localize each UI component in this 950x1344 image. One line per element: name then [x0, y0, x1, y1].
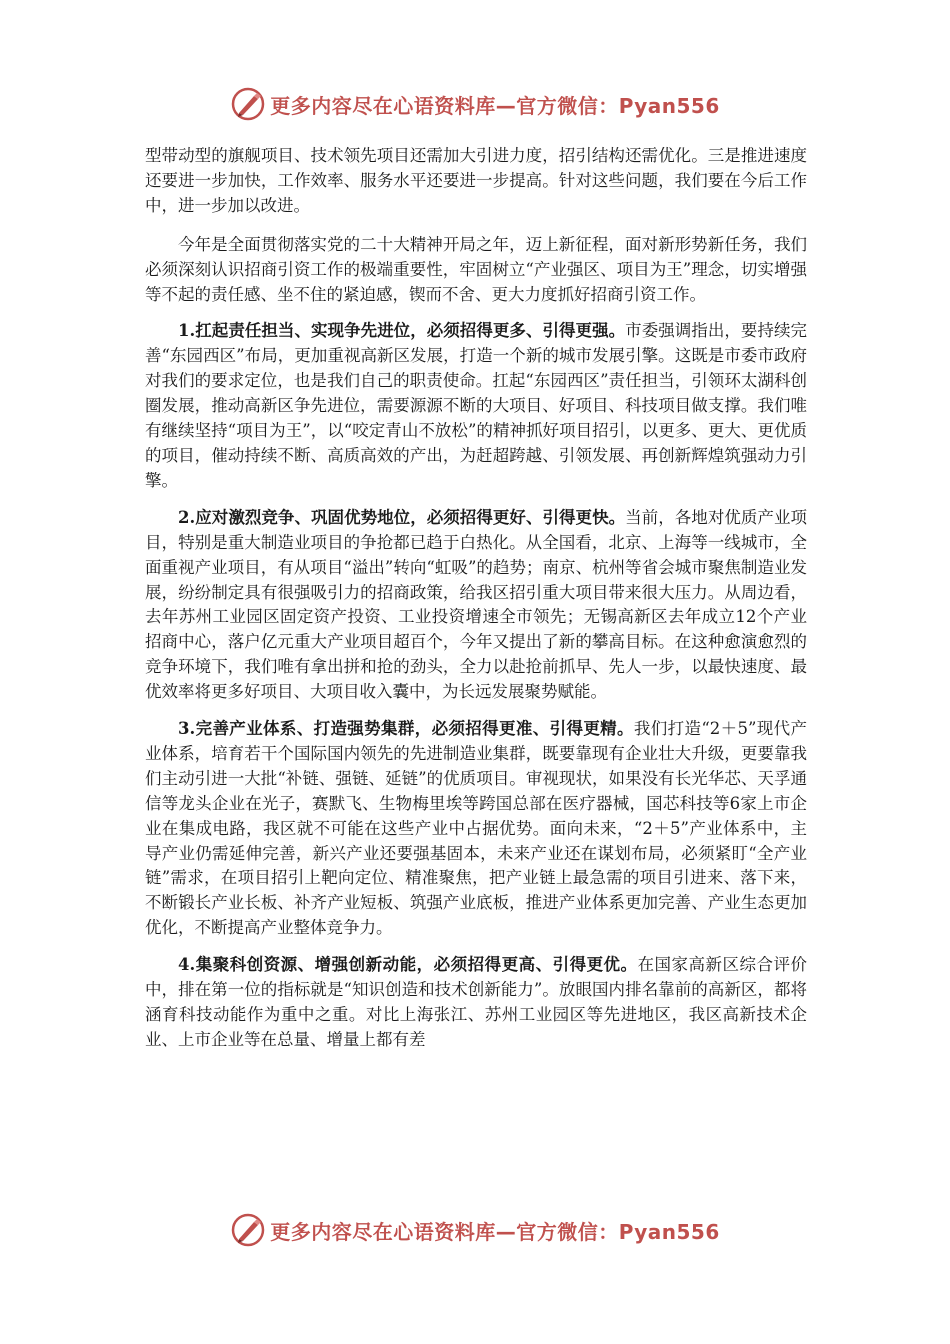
watermark-text: 更多内容尽在心语资料库—官方微信：Pyan556	[270, 1219, 720, 1244]
paragraph-text: 型带动型的旗舰项目、技术领先项目还需加大引进力度，招引结构还需优化。三是推进速度还要进一步加快，工作效率、服务水平还要进一步提高。针对这些问题，我们要在今后工作中，进一步加以改进。	[145, 146, 807, 215]
paragraph-point-2	[145, 506, 807, 705]
paragraph-continuation	[145, 144, 807, 219]
paragraph-intro	[145, 233, 807, 308]
paragraph-point-1	[145, 319, 807, 493]
watermark-text: 更多内容尽在心语资料库—官方微信：Pyan556	[270, 93, 720, 118]
paragraph-heading: 3.完善产业体系、打造强势集群，必须招得更准、引得更精。	[178, 719, 634, 739]
paragraph-point-3	[145, 717, 807, 941]
paragraph-point-4	[145, 953, 807, 1053]
footer-watermark-banner	[0, 1210, 950, 1250]
pen-logo-icon	[230, 1212, 266, 1248]
paragraph-text: 今年是全面贯彻落实党的二十大精神开局之年，迈上新征程，面对新形势新任务，我们必须深刻认识招商引资工作的极端重要性，牢固树立“产业强区、项目为王”理念，切实增强等不起的责任感、坐不住的紧迫感，锲而不舍、更大力度抓好招商引资工作。	[145, 234, 807, 304]
paragraph-text: 当前，各地对优质产业项目，特别是重大制造业项目的争抢都已趋于白热化。从全国看，北京、上海等一线城市，全面重视产业项目，有从项目“溢出”转向“虹吸”的趋势；南京、杭州等省会城市聚焦制造业发展，纷纷制定具有很强吸引力的招商政策，给我区招引重大项目带来很大压力。从周边看，去年苏州工业园区固定资产投资、工业投资增速全市领先；无锡高新区去年成立12个产业招商中心，落户亿元重大产业项目超百个，今年又提出了新的攀高目标。在这种愈演愈烈的竞争环境下，我们唯有拿出拼和抢的劲头，全力以赴抢前抓早、先人一步，以最快速度、最优效率将更多好项目、大项目收入囊中，为长远发展聚势赋能。	[145, 507, 807, 702]
document-body	[145, 144, 807, 1065]
paragraph-text: 在国家高新区综合评价中，排在第一位的指标就是“知识创造和技术创新能力”。放眼国内排名靠前的高新区，都将涵育科技动能作为重中之重。对比上海张江、苏州工业园区等先进地区，我区高新技术企业、上市企业等在总量、增量上都有差	[145, 955, 808, 1049]
header-watermark-banner	[0, 84, 950, 124]
paragraph-heading: 1.扛起责任担当、实现争先进位，必须招得更多、引得更强。	[178, 321, 626, 341]
paragraph-text: 市委强调指出，要持续完善“东园西区”布局，更加重视高新区发展，打造一个新的城市发展引擎。这既是市委市政府对我们的要求定位，也是我们自己的职责使命。扛起“东园西区”责任担当，引领环太湖科创圈发展，推动高新区争先进位，需要源源不断的大项目、好项目、科技项目做支撑。我们唯有继续坚持“项目为王”，以“咬定青山不放松”的精神抓好项目招引，以更多、更大、更优质的项目，催动持续不断、高质高效的产出，为赶超跨越、引领发展、再创新辉煌筑强动力引擎。	[145, 321, 807, 490]
paragraph-heading: 4.集聚科创资源、增强创新动能，必须招得更高、引得更优。	[178, 955, 638, 975]
paragraph-text: 我们打造“2＋5”现代产业体系，培育若干个国际国内领先的先进制造业集群，既要靠现有企业壮大升级，更要靠我们主动引进一大批“补链、强链、延链”的优质项目。审视现状，如果没有长光华芯、天孚通信等龙头企业在光子，赛默飞、生物梅里埃等跨国总部在医疗器械，国芯科技等6家上市企业在集成电路，我区就不可能在这些产业中占据优势。面向未来，“2＋5”产业体系中，主导产业仍需延伸完善，新兴产业还要强基固本，未来产业还在谋划布局，必须紧盯“全产业链”需求，在项目招引上靶向定位、精准聚焦，把产业链上最急需的项目引进来、落下来，不断锻长产业长板、补齐产业短板、筑强产业底板，推进产业体系更加完善、产业生态更加优化，不断提高产业整体竞争力。	[145, 719, 807, 938]
pen-logo-icon	[230, 86, 266, 122]
paragraph-heading: 2.应对激烈竞争、巩固优势地位，必须招得更好、引得更快。	[178, 507, 626, 527]
